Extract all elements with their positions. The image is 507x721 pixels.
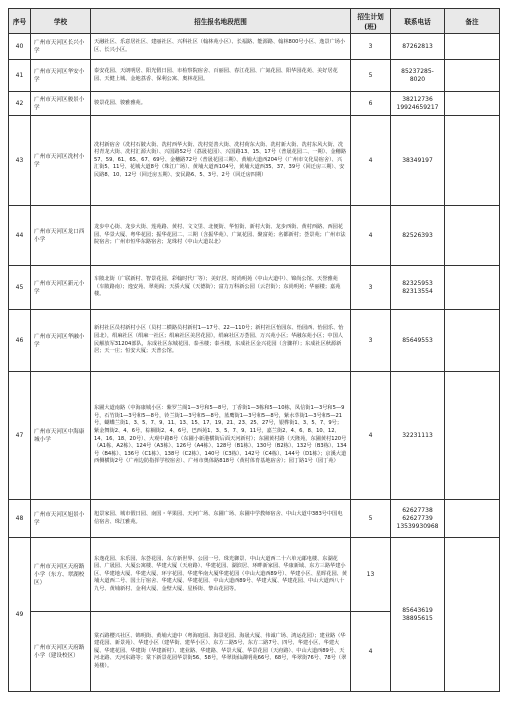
school-name: 广州市天河区中海康城小学 (31, 372, 91, 500)
phone-number: 13539930968 (396, 522, 439, 530)
enrollment-plan: 4 (351, 612, 391, 692)
contact-phone (391, 372, 445, 500)
contact-phone (391, 266, 445, 310)
remark (445, 500, 500, 538)
table-body (9, 34, 500, 692)
header-remark: 备注 (445, 9, 500, 34)
header-phone: 联系电话 (391, 9, 445, 34)
row-number: 40 (9, 34, 31, 60)
table-row (9, 538, 500, 612)
table-row (9, 34, 500, 60)
row-number: 49 (9, 538, 31, 692)
enrollment-plan: 13 (351, 538, 391, 612)
row-number: 46 (9, 310, 31, 372)
remark (445, 310, 500, 372)
phone-number: 82325953 (402, 279, 433, 287)
contact-phone (391, 34, 445, 60)
remark (445, 34, 500, 60)
row-number: 45 (9, 266, 31, 310)
enrollment-plan: 4 (351, 206, 391, 266)
school-name: 广州市天河区天府路小学（建设校区） (31, 612, 91, 692)
phone-number: 38349197 (402, 156, 433, 164)
enrollment-plan: 3 (351, 34, 391, 60)
row-number: 43 (9, 116, 31, 206)
phone-number: 87262813 (402, 42, 433, 50)
admission-table-page (8, 8, 499, 692)
phone-number: 82313554 (402, 287, 433, 295)
enrollment-plan: 5 (351, 60, 391, 92)
contact-phone (391, 92, 445, 116)
table-row (9, 500, 500, 538)
phone-number: 19924659217 (396, 103, 439, 111)
header-no: 序号 (9, 9, 31, 34)
contact-phone (391, 500, 445, 538)
contact-phone (391, 538, 445, 692)
header-row (9, 9, 500, 34)
header-school: 学校 (31, 9, 91, 34)
enrollment-area: 东逸花园、东乐园、东荟花园、东方新世界、公园一号、珠光御景、中山大道西二十六单元邮电楼、东湖花园、广晟园、大厦公寓楼、华建大厦（天府路）、华建花园、湖滨居、环畔新家园、华康新域、东方三路华建小区、华建地大厦、华建大厦、环宇花园、华建华南大厦华建花园（中山大道西89号）、华建小区、星晖花园、黄埔大道西二号、国土厅宿舍、华建大厦、华建花园、中山大道西89号、华建大厦、华建花园、中山大道西八十九号、黄埔新村、金利大厦、金壁大厦、星桥街、黎山花园等。 (91, 538, 351, 612)
enrollment-plan: 5 (351, 500, 391, 538)
phone-number: 38895615 (402, 614, 433, 622)
school-name: 广州市天河区华安小学 (31, 60, 91, 92)
header-plan: 招生计划(班) (351, 9, 391, 34)
remark (445, 60, 500, 92)
phone-number: 85237285- (401, 67, 434, 75)
enrollment-area: 骏景花园、骏雅雅苑。 (91, 92, 351, 116)
phone-number: 32231113 (402, 431, 433, 439)
enrollment-area: 车陂北街（广联新村、智景花园、彩翰时代厂等）；美好居、时尚明苑（中山大道中）、锦尚公馆、天誉雅苑（车陂路南）；逸安苑、翠苑阁；天骄大厦（天德街）；富力万科新公园（云岩街）；东尚明苑；华丽楼；嘉苑楼。 (91, 266, 351, 310)
row-number: 44 (9, 206, 31, 266)
row-number: 41 (9, 60, 31, 92)
enrollment-plan: 4 (351, 372, 391, 500)
enrollment-area: 冼村新宿舍（冼村石陂大街、冼村西华大街、冼村觉善大街、冼村荷东大街、冼村新大街、冼村东风大街、冼村青龙大街、冼村汇源大街）、兴国路52号（荔晟花园）、兴国路13、15、17号（普晟花园二、一期）、金穗路57、59、61、65、67、69号、金穗路72号（普晟花园三期）、黄埔大道西204号（广州市文化局宿舍）、兴汇街5、11号、花城大道8号（珠江广场）、黄埔大道西104号，黄埔大道西35、37、39号（回迁房三期）、安民路8、10、12号（回迁房五期）、安民路6、5、3号、2号（回迁房四期） (91, 116, 351, 206)
phone-number: 62627739 (402, 514, 433, 522)
enrollment-plan: 6 (351, 92, 391, 116)
enrollment-plan: 3 (351, 266, 391, 310)
school-name: 广州市天河区天府路小学（东方、翠湖校区） (31, 538, 91, 612)
remark (445, 206, 500, 266)
phone-number: 85643619 (402, 606, 433, 614)
contact-phone (391, 116, 445, 206)
school-name: 广州市天河区长兴小学 (31, 34, 91, 60)
remark (445, 266, 500, 310)
phone-number: 62627738 (402, 506, 433, 514)
remark (445, 92, 500, 116)
remark (445, 538, 500, 692)
remark (445, 372, 500, 500)
table-row (9, 206, 500, 266)
remark (445, 116, 500, 206)
school-name: 广州市天河区华融小学 (31, 310, 91, 372)
enrollment-area: 东圃大道南路（中海康城小区：紫罗兰阁1—3号和5—8号，丁香街1—3栋和5—10栋，凤信街1—3号和5—9号，石竹街1—3号和5—8号，铃兰街1—3号和5—8号，蓝鹰街1—3号和5—8号，紫水萃街1—3号和5—21号，蝴蝶兰街1、3、5、7、9、11、13、15、17、19、21、23、25、27号，银桦街1、3、5、7、9号；紫金舞街2、4、6号，棕榈街2、4、6号，巴西苑1、3、5、7、9、11号，嘉兰街2、4、6、8、10、12、14、16、18、20号）、大观中路8号（东圃小新港横街后面天河新村）；东圃黄村路（天隆苑，东圃黄村120号（A1栋、A2栋）、124号（A3栋）、126号（A4栋）、128号（B1栋）、130号（B2栋）、132号（B3栋）、134号（B4栋）、136号（C1栋）、138号（C2栋）、140号（C3栋）、142号（C4栋）、144号（D1栋）；京溪大道西侧横街2号（广州边防指挥学校宿舍）、广州市奥体路818号（黄村体育基地宿舍）；园丁路1号（园丁苑） (91, 372, 351, 500)
table-row (9, 116, 500, 206)
admission-table (8, 8, 500, 692)
phone-number: 38212736 (402, 95, 433, 103)
enrollment-area: 泰安花园、天朗明居、阳光假日园、市检察院宿舍、百丽园、春江花园、广氮花园、阳华园花苑、美好居花园、天健上城、金地荔香、保利公寓、奥林花园。 (91, 60, 351, 92)
contact-phone (391, 206, 445, 266)
phone-extension: 8020 (409, 75, 426, 83)
table-row (9, 266, 500, 310)
enrollment-plan: 3 (351, 310, 391, 372)
phone-number: 82526393 (402, 231, 433, 239)
contact-phone (391, 60, 445, 92)
enrollment-area: 天融社区、乐意居社区、建丽社区、兴科社区（翰林苑小区）、长福路、能源路、翰林800号小区、逸景广场小区、长兴小区。 (91, 34, 351, 60)
school-name: 广州市天河区骏景小学 (31, 92, 91, 116)
table-row (9, 92, 500, 116)
enrollment-area: 龙步中心街、龙步大街、莲苑路、黄村、文文里、北便街、华恒街、新村大街、龙步西街、黄村西路、西园花园、华景大厦、粤华花园；振华花园二、三期（含振华苑）、广氮花园、聚富苑；名都新村；荟景苑；广州市法院宿舍；广州市恒华东路宿舍；龙珠村（中山大道以北） (91, 206, 351, 266)
phone-number: 85649553 (402, 336, 433, 344)
table-row (9, 310, 500, 372)
table-row (9, 372, 500, 500)
enrollment-area: 新村社区员村新村小区（员村二横路员村新村1—17号、22—110号；新村社区怡园东、怡园西、怡园乐、怡园北），绢麻社区（绢麻一社区；绢麻社区美居花园），绢麻社区万荟园、万兴苑小区；华融东苑小区；中国人民解放军31204部队，东成社区东城花园、泰丞楼；泰丞楼，东成社区金兴花园（含骤祥）；东成社区秋源新居；天一庄；恒安大厦；天普公馆。 (91, 310, 351, 372)
contact-phone (391, 310, 445, 372)
school-name: 广州市天河区冼村小学 (31, 116, 91, 206)
row-number: 47 (9, 372, 31, 500)
enrollment-area: 棠石路樱兴社区、锦明街、黄埔大道中（粤海庭园、海景花园、海晟大厦、伟诚广场、鸿运花园）；建业路（华建花园、新景苑）、华建小区（建华街、建华小区）、东方二路5号、东方二路7号、四号、华建小区、华建大厦、华建花园、华建街（华建新村）、建业路、华建路、华景大厦、华景花园（天府路）、中山大道西89号、天河北路、天河东路等；棠下新景花园华景街56、58号，华翠街仙湖明苑66号、68号，华翠街76号、78号（翠苑楼）。 (91, 612, 351, 692)
school-name: 广州市天河区新元小学 (31, 266, 91, 310)
school-name: 广州市天河区旭景小学 (31, 500, 91, 538)
school-name: 广州市天河区龙口西小学 (31, 206, 91, 266)
header-area: 招生报名地段范围 (91, 9, 351, 34)
row-number: 48 (9, 500, 31, 538)
enrollment-plan: 4 (351, 116, 391, 206)
table-row (9, 60, 500, 92)
row-number: 42 (9, 92, 31, 116)
enrollment-area: 旭景家园、城市假日园、南国・苹果园、天河广场、东圃广场、东圃中学教师宿舍、中山大道中383号中国电信宿舍、珠江雅苑。 (91, 500, 351, 538)
